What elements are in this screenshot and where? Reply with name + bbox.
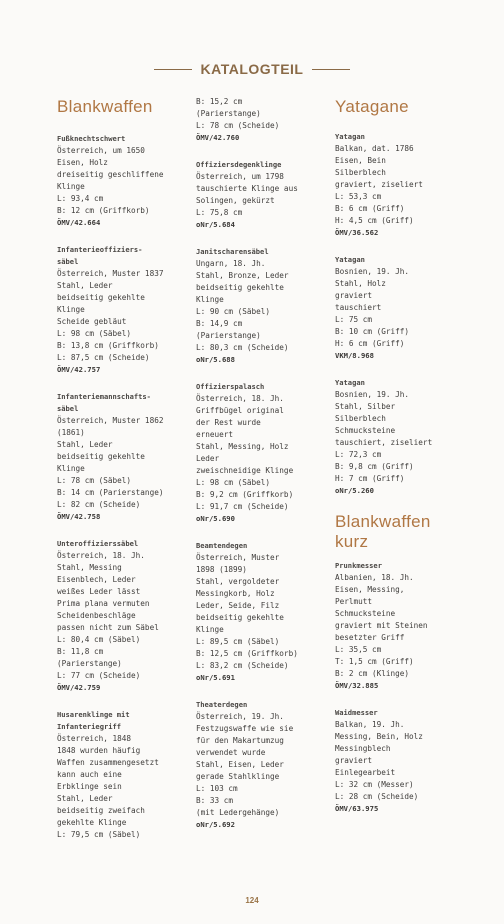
entry-detail-line: L: 93,4 cm [57, 194, 104, 203]
entry-detail-line: B: 33 cm [196, 796, 234, 805]
header-title: KATALOGTEIL [200, 61, 304, 77]
entry-detail-line: Eisen, Messing, [335, 585, 405, 594]
entry-detail-line: Klinge [196, 295, 224, 304]
entry-detail-line: Silberblech [335, 414, 386, 423]
entry-detail-line: Österreich, um 1798 [196, 172, 284, 181]
entry-detail-line: Stahl, Eisen, Leder [196, 760, 284, 769]
entry-detail-line: B: 10 cm (Griff) [335, 327, 410, 336]
entry-detail-line: Stahl, Messing [57, 563, 122, 572]
entry-detail-line: L: 89,5 cm (Säbel) [196, 637, 280, 646]
entry-detail-line: L: 35,5 cm [335, 645, 382, 654]
entry-detail-line: Klinge [57, 464, 85, 473]
catalog-entry [57, 538, 185, 694]
entry-detail-line: dreiseitig geschliffene [57, 170, 164, 179]
entry-detail-line: Österreich, 1848 [57, 734, 132, 743]
entry-detail-line: B: 14,9 cm [196, 319, 243, 328]
entry-detail-line: L: 80,3 cm (Scheide) [196, 343, 289, 352]
header-rule-right [312, 69, 350, 70]
entry-detail-line: beidseitig gekehlte [57, 452, 145, 461]
entry-detail-line: H: 7 cm (Griff) [335, 474, 405, 483]
entry-detail-line: Eisen, Holz [57, 158, 108, 167]
entry-detail-line: B: 6 cm (Griff) [335, 204, 405, 213]
entry-detail-line: L: 83,2 cm (Scheide) [196, 661, 289, 670]
entry-title: Yatagan [335, 378, 365, 387]
entry-detail-line: (1861) [57, 428, 85, 437]
header-rule-left [154, 69, 192, 70]
entry-detail-line: verwendet wurde [196, 748, 266, 757]
entry-title: Offizierspalasch [196, 382, 265, 391]
inventory-number: oNr/5.691 [196, 673, 235, 682]
catalog-entry [335, 560, 463, 692]
entry-detail-line: H: 4,5 cm (Griff) [335, 216, 414, 225]
entry-detail-line: Messingkorb, Holz [196, 589, 275, 598]
entry-detail-line: Messing, Bein, Holz [335, 732, 423, 741]
entry-detail-line: Klinge [196, 625, 224, 634]
catalog-entry [57, 133, 185, 229]
entry-detail-line: graviert [335, 291, 373, 300]
catalog-entry [196, 699, 324, 831]
entry-title: Offiziersdegenklinge [196, 160, 282, 169]
entry-detail-line: 1898 (1899) [196, 565, 247, 574]
section-heading: Blankwaffen kurz [335, 512, 431, 551]
inventory-number: ÖMV/63.975 [335, 804, 379, 813]
entry-detail-line: Eisen, Bein [335, 156, 386, 165]
catalog-entry [335, 377, 463, 497]
entry-detail-line: L: 91,7 cm (Scheide) [196, 502, 289, 511]
entry-detail-line: tauschierte Klinge aus [196, 184, 298, 193]
inventory-number: VKM/8.968 [335, 351, 374, 360]
inventory-number: oNr/5.688 [196, 355, 235, 364]
entry-detail-line: B: 2 cm (Klinge) [335, 669, 410, 678]
entry-detail-line: L: 53,3 cm [335, 192, 382, 201]
entry-detail-line: Eisenblech, Leder [57, 575, 136, 584]
entry-detail-line: L: 87,5 cm (Scheide) [57, 353, 150, 362]
entry-detail-line: graviert [335, 756, 373, 765]
column-3 [335, 96, 463, 830]
catalog-entry [196, 246, 324, 366]
inventory-number: oNr/5.690 [196, 514, 235, 523]
entry-detail-line: (mit Ledergehänge) [196, 808, 280, 817]
entry-detail-line: B: 11,8 cm [57, 647, 104, 656]
catalog-entry [57, 709, 185, 841]
entry-detail-line: Stahl, Silber [335, 402, 396, 411]
entry-detail-line: L: 98 cm (Säbel) [57, 329, 132, 338]
entry-detail-line: Stahl, Leder [57, 281, 113, 290]
catalog-entry [57, 244, 185, 376]
entry-detail-line: tauschiert [335, 303, 382, 312]
entry-title: Infanterieoffiziers- [57, 245, 143, 254]
column-1 [57, 96, 185, 856]
entry-detail-line: Österreich, um 1650 [57, 146, 145, 155]
entry-detail-line: Stahl, Leder [57, 440, 113, 449]
entry-title: Janitscharensäbel [196, 247, 269, 256]
inventory-number: ÖMV/32.885 [335, 681, 379, 690]
catalog-entry [196, 96, 324, 144]
inventory-number: oNr/5.692 [196, 820, 235, 829]
entry-detail-line: L: 72,3 cm [335, 450, 382, 459]
entry-title: Unteroffizierssäbel [57, 539, 139, 548]
entry-detail-line: gerade Stahlklinge [196, 772, 280, 781]
page-number: 124 [245, 896, 259, 905]
entry-detail-line: (Parierstange) [196, 331, 261, 340]
entry-detail-line: B: 14 cm (Parierstange) [57, 488, 164, 497]
entry-detail-line: 1848 wurden häufig [57, 746, 141, 755]
entry-detail-line: erneuert [196, 430, 234, 439]
entry-detail-line: Leder [196, 454, 220, 463]
inventory-number: ÖMV/42.664 [57, 218, 101, 227]
entry-detail-line: Silberblech [335, 168, 386, 177]
entry-title: Yatagan [335, 255, 365, 264]
entry-detail-line: Ungarn, 18. Jh. [196, 259, 266, 268]
entry-detail-line: Schmucksteine [335, 426, 396, 435]
entry-detail-line: Perlmutt [335, 597, 373, 606]
entry-detail-line: Einlegearbeit [335, 768, 396, 777]
inventory-number: oNr/5.260 [335, 486, 374, 495]
entry-detail-line: B: 15,2 cm [196, 97, 243, 106]
entry-detail-line: weißes Leder lässt [57, 587, 141, 596]
entry-title: Fußknechtschwert [57, 134, 126, 143]
entry-detail-line: beidseitig zweifach [57, 806, 145, 815]
entry-detail-line: Österreich, 18. Jh. [196, 394, 284, 403]
catalog-entry [57, 391, 185, 523]
entry-detail-line: L: 32 cm (Messer) [335, 780, 414, 789]
inventory-number: ÖMV/42.759 [57, 683, 101, 692]
catalog-entry [196, 381, 324, 525]
entry-detail-line: gekehlte Klinge [57, 818, 127, 827]
entry-detail-line: L: 78 cm (Säbel) [57, 476, 132, 485]
entry-detail-line: Stahl, Messing, Holz [196, 442, 289, 451]
entry-detail-line: B: 13,8 cm (Griffkorb) [57, 341, 159, 350]
entry-detail-line: L: 75 cm [335, 315, 373, 324]
entry-detail-line: Schmucksteine [335, 609, 396, 618]
entry-detail-line: Stahl, Bronze, Leder [196, 271, 289, 280]
catalog-entry [335, 707, 463, 815]
entry-detail-line: Erbklinge sein [57, 782, 122, 791]
entry-detail-line: Österreich, 18. Jh. [57, 551, 145, 560]
entry-detail-line: L: 75,8 cm [196, 208, 243, 217]
column-2 [196, 96, 324, 846]
entry-title: Yatagan [335, 132, 365, 141]
entry-detail-line: (Parierstange) [196, 109, 261, 118]
catalog-entry [335, 131, 463, 239]
entry-detail-line: Stahl, Holz [335, 279, 386, 288]
catalog-entry [196, 159, 324, 231]
entry-detail-line: Österreich, Muster 1862 [57, 416, 164, 425]
entry-detail-line: beidseitig gekehlte [196, 613, 284, 622]
entry-detail-line: L: 28 cm (Scheide) [335, 792, 419, 801]
entry-detail-line: graviert mit Steinen [335, 621, 428, 630]
entry-detail-line: Klinge [57, 305, 85, 314]
entry-detail-line: (Parierstange) [57, 659, 122, 668]
entry-detail-line: B: 12 cm (Griffkorb) [57, 206, 150, 215]
entry-detail-line: L: 77 cm (Scheide) [57, 671, 141, 680]
entry-title: säbel [57, 404, 79, 413]
entry-detail-line: Prima plana vermuten [57, 599, 150, 608]
entry-detail-line: Österreich, Muster [196, 553, 280, 562]
entry-detail-line: Klinge [57, 182, 85, 191]
entry-detail-line: zweischneidige Klinge [196, 466, 294, 475]
entry-detail-line: graviert, ziseliert [335, 180, 423, 189]
entry-detail-line: H: 6 cm (Griff) [335, 339, 405, 348]
inventory-number: ÖMV/42.760 [196, 133, 240, 142]
entry-detail-line: tauschiert, ziseliert [335, 438, 433, 447]
entry-detail-line: L: 79,5 cm (Säbel) [57, 830, 141, 839]
entry-detail-line: für den Makartumzug [196, 736, 284, 745]
entry-detail-line: beidseitig gekehlte [196, 283, 284, 292]
entry-detail-line: besetzter Griff [335, 633, 405, 642]
inventory-number: oNr/5.684 [196, 220, 235, 229]
entry-detail-line: B: 9,2 cm (Griffkorb) [196, 490, 294, 499]
entry-detail-line: Bosnien, 19. Jh. [335, 390, 410, 399]
entry-detail-line: L: 80,4 cm (Säbel) [57, 635, 141, 644]
entry-detail-line: L: 78 cm (Scheide) [196, 121, 280, 130]
section-heading: Yatagane [335, 97, 409, 116]
entry-detail-line: Griffbügel original [196, 406, 284, 415]
entry-detail-line: L: 103 cm [196, 784, 238, 793]
inventory-number: ÖMV/36.562 [335, 228, 379, 237]
entry-title: Infanteriemannschafts- [57, 392, 151, 401]
entry-detail-line: L: 82 cm (Scheide) [57, 500, 141, 509]
entry-detail-line: Festzugswaffe wie sie [196, 724, 294, 733]
entry-detail-line: Österreich, 19. Jh. [196, 712, 284, 721]
entry-title: Beamtendegen [196, 541, 248, 550]
entry-title: Prunkmesser [335, 561, 382, 570]
entry-detail-line: B: 12,5 cm (Griffkorb) [196, 649, 298, 658]
inventory-number: ÖMV/42.757 [57, 365, 101, 374]
entry-title: säbel [57, 257, 79, 266]
entry-detail-line: L: 90 cm (Säbel) [196, 307, 271, 316]
entry-detail-line: Waffen zusammengesetzt [57, 758, 159, 767]
entry-detail-line: beidseitig gekehlte [57, 293, 145, 302]
entry-detail-line: T: 1,5 cm (Griff) [335, 657, 414, 666]
entry-detail-line: Stahl, Leder [57, 794, 113, 803]
entry-detail-line: Balkan, dat. 1786 [335, 144, 414, 153]
section-heading: Blankwaffen [57, 97, 153, 116]
entry-detail-line: L: 98 cm (Säbel) [196, 478, 271, 487]
entry-detail-line: Österreich, Muster 1837 [57, 269, 164, 278]
entry-detail-line: passen nicht zum Säbel [57, 623, 159, 632]
entry-title: Theaterdegen [196, 700, 248, 709]
catalog-entry [335, 254, 463, 362]
catalog-header [0, 61, 504, 77]
entry-title: Waidmesser [335, 708, 378, 717]
entry-detail-line: Bosnien, 19. Jh. [335, 267, 410, 276]
entry-detail-line: Leder, Seide, Filz [196, 601, 280, 610]
entry-detail-line: Scheide gebläut [57, 317, 127, 326]
entry-detail-line: B: 9,8 cm (Griff) [335, 462, 414, 471]
entry-detail-line: Albanien, 18. Jh. [335, 573, 414, 582]
entry-title: Infanteriegriff [57, 722, 122, 731]
entry-detail-line: kann auch eine [57, 770, 122, 779]
catalog-entry [196, 540, 324, 684]
entry-detail-line: Scheidenbeschläge [57, 611, 136, 620]
entry-title: Husarenklinge mit [57, 710, 130, 719]
entry-detail-line: Solingen, gekürzt [196, 196, 275, 205]
entry-detail-line: der Rest wurde [196, 418, 261, 427]
inventory-number: ÖMV/42.758 [57, 512, 101, 521]
entry-detail-line: Balkan, 19. Jh. [335, 720, 405, 729]
entry-detail-line: Messingblech [335, 744, 391, 753]
entry-detail-line: Stahl, vergoldeter [196, 577, 280, 586]
